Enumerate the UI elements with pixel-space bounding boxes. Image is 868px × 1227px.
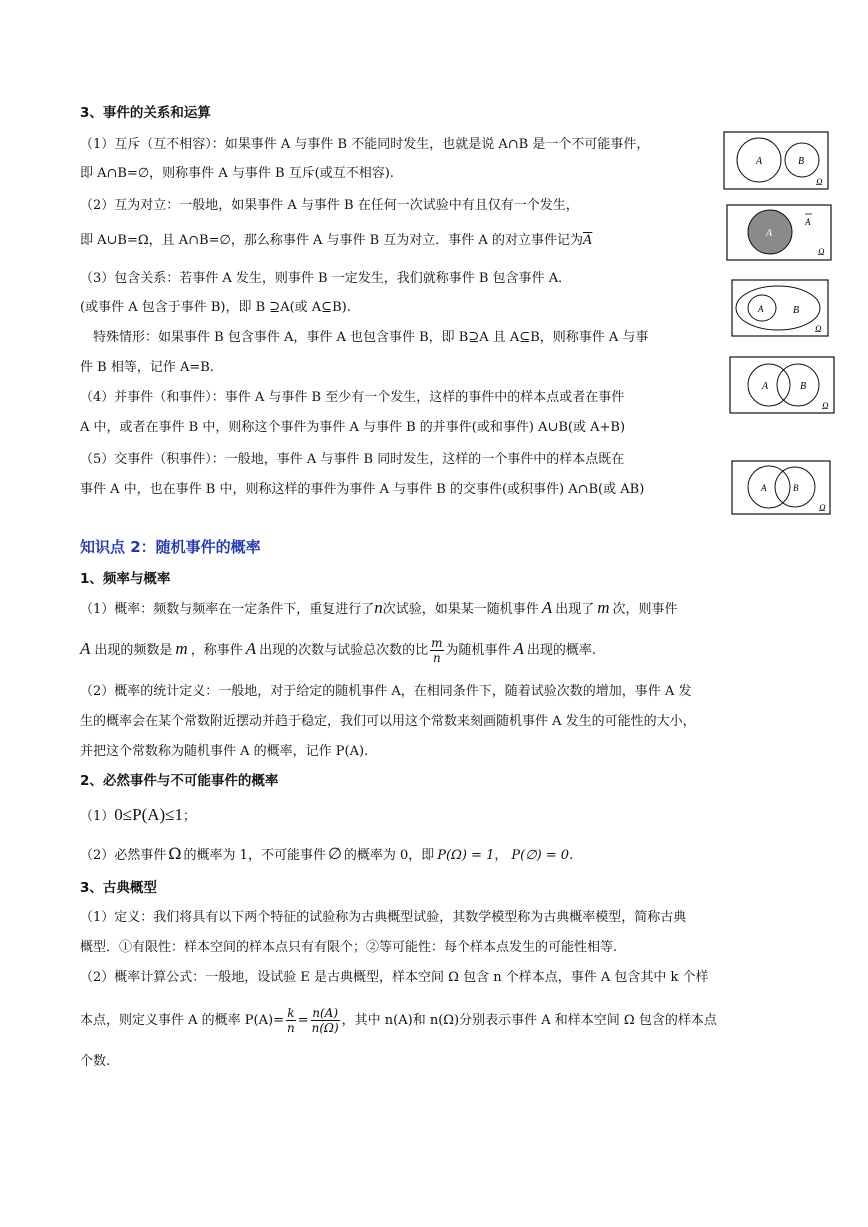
text-line: 生的概率会在某个常数附近摆动并趋于稳定，我们可以用这个常数来刻画随机事件 A 发生的可能性的大小， [80, 714, 696, 729]
text-segment: ， [494, 848, 508, 863]
label-b: B [793, 483, 799, 493]
label-omega: Ω [819, 503, 826, 513]
text-segment: = [297, 1013, 309, 1028]
text-segment: 为随机事件 [445, 643, 511, 658]
sample-space-box [724, 132, 828, 189]
text-line-probability-def [80, 599, 678, 619]
text-line: (或事件 A 包含于事件 B)，即 B ⊇A(或 A⊆B). [80, 300, 351, 315]
text-segment: 出现了 [555, 602, 595, 617]
math-p-empty: P(∅) = 0 [511, 848, 570, 863]
label-omega: Ω [816, 177, 823, 187]
math-a: A [245, 639, 257, 658]
label-b: B [798, 156, 805, 167]
fraction-denominator: n [286, 1021, 295, 1035]
label-omega: Ω [818, 247, 825, 257]
math-a: A [541, 598, 553, 617]
math-p-omega: P(Ω) = 1 [437, 848, 495, 863]
text-segment: ，称事件 [190, 643, 243, 658]
text-line: 个数. [80, 1054, 111, 1069]
fraction-denominator: n(Ω) [311, 1021, 339, 1035]
text-line: （3）包含关系：若事件 A 发生，则事件 B 一定发生，我们就称事件 B 包含事件 A． [80, 271, 572, 286]
text-segment: （2）必然事件 [80, 848, 167, 863]
complement-symbol: $\overline{A}$ [582, 233, 593, 248]
text-line: （2）概率的统计定义：一般地，对于给定的随机事件 A，在相同条件下，随着试验次数的增加，事件 A 发 [80, 684, 692, 699]
label-b: B [800, 381, 807, 392]
math-empty-set: ∅ [327, 844, 342, 863]
text-segment: 本点，则定义事件 A 的概率 P(A)= [80, 1013, 284, 1028]
knowledge-point-title: 知识点 2：随机事件的概率 [80, 538, 261, 556]
label-a-complement: A [805, 217, 811, 227]
math-inequality: 0≤P(A)≤1 [114, 805, 183, 824]
text-segment: . [569, 848, 574, 863]
label-b: B [793, 305, 800, 316]
text-segment: 的概率为 1，不可能事件 [183, 848, 326, 863]
text-segment: 即 A∪B=Ω，且 A∩B=∅，那么称事件 A 与事件 B 互为对立．事件 A 的对立事件记为 [80, 233, 583, 248]
label-omega: Ω [815, 324, 822, 334]
text-line-prob-range [80, 806, 196, 826]
math-a: A [513, 639, 524, 658]
math-n: n [374, 598, 383, 617]
text-line: 件 B 相等，记作 A=B. [80, 360, 214, 375]
math-m: m [175, 639, 188, 658]
text-segment: （1）概率：频数与频率在一定条件下，重复进行了 [80, 602, 375, 617]
section-heading-classical: 3、古典概型 [80, 880, 157, 896]
text-segment: 的概率为 0，即 [343, 848, 435, 863]
venn-diagram-containment [731, 279, 829, 337]
fraction-numerator: m [431, 636, 443, 650]
text-line: （1）定义：我们将具有以下两个特征的试验称为古典概型试验，其数学模型称为古典概率模型，简称古典 [80, 910, 687, 925]
text-line: （2）概率计算公式：一般地，设试验 E 是古典概型，样本空间 Ω 包含 n 个样本点，事件 A 包含其中 k 个样 [80, 970, 709, 985]
sample-space-box [730, 357, 834, 413]
text-line: 概型．①有限性：样本空间的样本点只有有限个；②等可能性：每个样本点发生的可能性相等. [80, 940, 618, 955]
text-line: 特殊情形：如果事件 B 包含事件 A，事件 A 也包含事件 B，即 B⊇A 且 A⊆B，则称事件 A 与事 [93, 330, 649, 345]
text-segment: 次试验，如果某一随机事件 [382, 602, 539, 617]
venn-diagram-union [729, 356, 835, 414]
text-line-certain-event [80, 845, 573, 865]
text-line: 事件 A 中，也在事件 B 中，则称这样的事件为事件 A 与事件 B 的交事件(或积事件) A∩B(或 AB) [80, 482, 645, 497]
text-segment: 出现的频数是 [94, 643, 173, 658]
section-heading-relations: 3、事件的关系和运算 [80, 105, 211, 121]
fraction-nA-over-nOmega [311, 1006, 340, 1035]
fraction-denominator: n [432, 651, 441, 665]
sample-space-box [732, 280, 828, 336]
section-heading-certain-impossible: 2、必然事件与不可能事件的概率 [80, 773, 279, 789]
text-line: 并把这个常数称为随机事件 A 的概率，记作 P(A). [80, 744, 369, 759]
fraction-numerator: k [287, 1006, 295, 1020]
text-line: A 中，或者在事件 B 中，则称这个事件为事件 A 与事件 B 的并事件(或和事件) A∪B(或 A+B) [80, 420, 626, 435]
label-a: A [766, 228, 773, 239]
text-segment: 出现的概率. [526, 643, 597, 658]
venn-diagram-complement [726, 204, 832, 261]
section-heading-frequency: 1、频率与概率 [80, 571, 171, 587]
text-line-classical-formula [80, 1001, 717, 1041]
label-omega: Ω [822, 401, 829, 411]
venn-diagram-intersection [731, 460, 831, 515]
label-a: A [756, 156, 763, 167]
text-line: 即 A∩B=∅，则称事件 A 与事件 B 互斥(或互不相容). [80, 166, 394, 181]
fraction-m-over-n [430, 636, 443, 665]
text-line: （4）并事件（和事件）：事件 A 与事件 B 至少有一个发生，这样的事件中的样本点或者在事件 [80, 390, 625, 405]
label-a: A [758, 304, 764, 314]
text-segment: 次，则事件 [612, 602, 678, 617]
text-line: （5）交事件（积事件）：一般地，事件 A 与事件 B 同时发生，这样的一个事件中的样本点既在 [80, 452, 625, 467]
label-a: A [762, 381, 769, 392]
text-segment: （1） [80, 809, 115, 824]
math-m: m [597, 598, 610, 617]
fraction-k-over-n [286, 1006, 296, 1035]
text-line-frequency-ratio [80, 634, 596, 666]
text-segment: ； [183, 809, 197, 824]
text-line: （2）互为对立：一般地，如果事件 A 与事件 B 在任何一次试验中有且仅有一个发生， [80, 198, 579, 213]
math-a: A [80, 639, 91, 658]
text-segment: 出现的次数与试验总次数的比 [259, 643, 429, 658]
math-omega: Ω [168, 844, 182, 863]
fraction-numerator: n(A) [312, 1006, 339, 1020]
text-segment: ，其中 n(A)和 n(Ω)分别表示事件 A 和样本空间 Ω 包含的样本点 [341, 1013, 717, 1028]
text-line: （1）互斥（互不相容）：如果事件 A 与事件 B 不能同时发生，也就是说 A∩B 是一个不可能事件， [80, 137, 650, 152]
venn-diagram-exclusive [723, 131, 829, 190]
text-line-complement [80, 232, 592, 250]
label-a: A [761, 483, 767, 493]
